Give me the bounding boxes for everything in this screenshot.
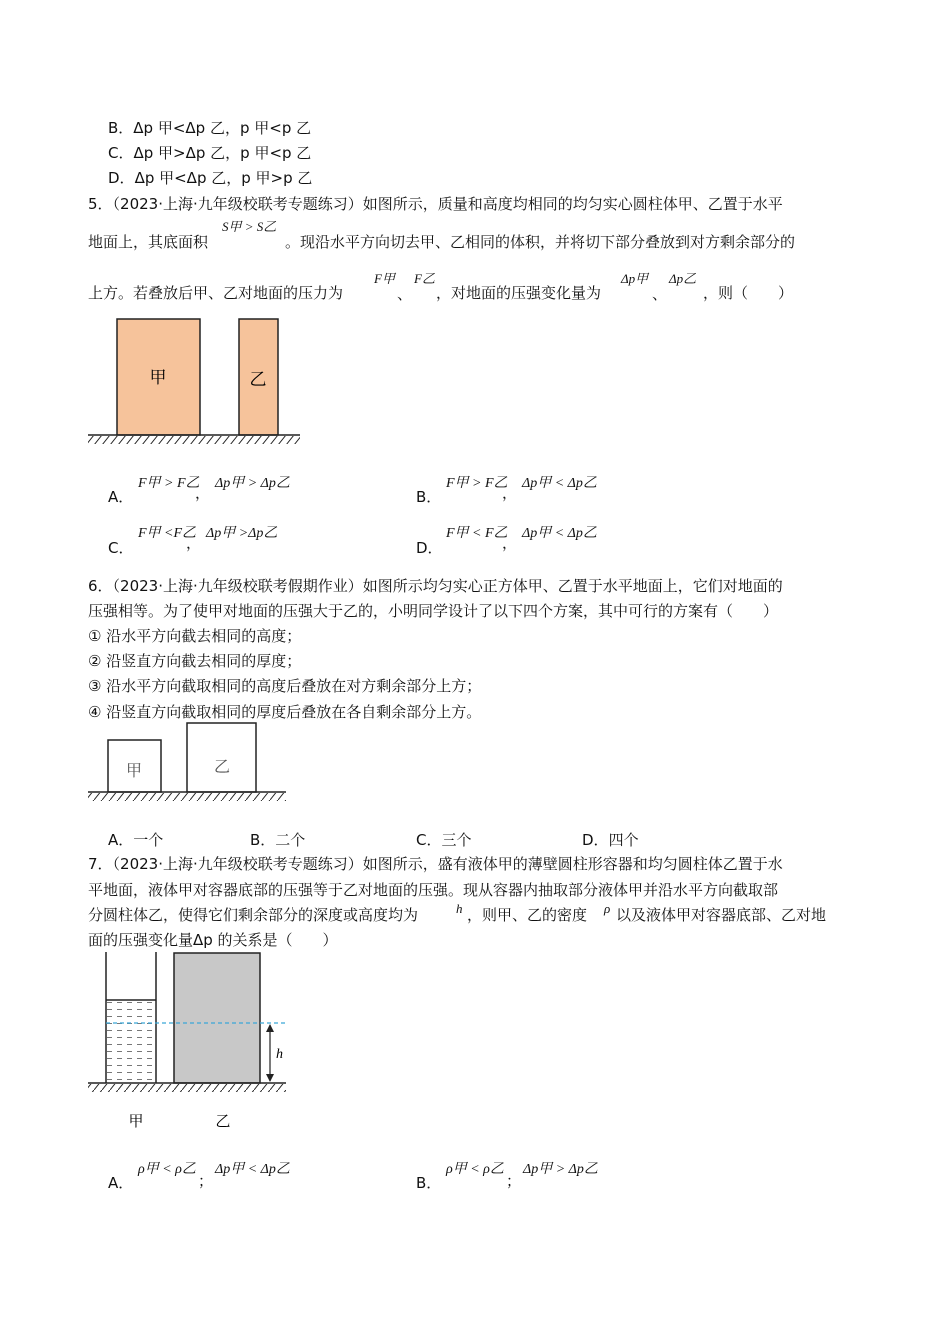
q5-option-c[interactable]: C． [108, 539, 134, 557]
q6-option-d[interactable]: D．四个 [582, 831, 639, 849]
q7-label-yi: 乙 [215, 1112, 231, 1130]
q5-option-c-f: F甲 <F乙 [138, 526, 197, 541]
q5-line1: 5．（2023·上海·九年级校联考专题练习）如图所示，质量和高度均相同的均匀实心圆柱体甲、乙置于水平 [88, 195, 783, 213]
q7-option-b[interactable]: B． [416, 1174, 442, 1192]
q7-option-a[interactable]: A． [108, 1174, 134, 1192]
q7-ground-hatch [88, 1084, 286, 1092]
q5-line3-end: ，则（ ） [703, 284, 794, 302]
q7-figure [86, 950, 291, 1132]
q6-plan-2: ② 沿竖直方向截去相同的厚度； [88, 652, 302, 670]
q5-ground-hatch [88, 436, 300, 444]
q5-option-a[interactable]: A． [108, 488, 134, 506]
q5-option-b-dp: Δp甲 < Δp乙 [522, 476, 597, 491]
q5-option-b-f: F甲 > F乙 [446, 476, 508, 491]
q5-label-jia: 甲 [149, 368, 167, 388]
q5-line3-mid: ，对地面的压强变化量为 [436, 284, 602, 302]
q5-option-d[interactable]: D． [416, 539, 443, 557]
q7-option-b-dp: Δp甲 > Δp乙 [523, 1162, 598, 1177]
q5-option-b-comma: ， [502, 484, 518, 502]
q6-plan-1: ① 沿水平方向截去相同的高度； [88, 627, 302, 645]
q6-ground-hatch [88, 793, 286, 801]
prev-option-c: C．Δp 甲>Δp 乙，p 甲<p 乙 [108, 144, 312, 162]
q5-option-c-comma: ， [186, 534, 202, 552]
q7-label-jia: 甲 [128, 1112, 144, 1130]
q7-inline-h: h [456, 901, 463, 916]
q7-option-a-semi: ； [198, 1172, 214, 1190]
q7-line2: 平地面，液体甲对容器底部的压强等于乙对地面的压强。现从容器内抽取部分液体甲并沿水平方向截取部 [88, 881, 779, 899]
q7-line4: 面的压强变化量Δp 的关系是（ ） [88, 931, 338, 949]
q6-option-a[interactable]: A．一个 [108, 831, 164, 849]
q5-option-a-dp: Δp甲 > Δp乙 [215, 476, 290, 491]
prev-option-b: B．Δp 甲<Δp 乙，p 甲<p 乙 [108, 119, 312, 137]
q7-option-b-semi: ； [506, 1172, 522, 1190]
q6-option-c[interactable]: C．三个 [416, 831, 472, 849]
q7-line3-mid: ，则甲、乙的密度 [467, 906, 588, 924]
q6-plan-3: ③ 沿水平方向截取相同的高度后叠放在对方剩余部分上方； [88, 677, 482, 695]
q7-option-a-dp: Δp甲 < Δp乙 [215, 1162, 290, 1177]
q5-option-d-f: F甲 < F乙 [446, 526, 508, 541]
q6-label-yi: 乙 [213, 757, 231, 776]
q5-sep2: 、 [652, 285, 668, 303]
q5-option-a-f: F甲 > F乙 [138, 476, 200, 491]
q6-option-b[interactable]: B．二个 [250, 831, 306, 849]
q7-option-b-rho: ρ甲 < ρ乙 [446, 1162, 504, 1177]
q5-option-d-comma: ， [502, 534, 518, 552]
prev-option-d: D．Δp 甲<Δp 乙，p 甲>p 乙 [108, 169, 313, 187]
q7-line3-end: 以及液体甲对容器底部、乙对地 [616, 906, 827, 924]
q7-label-h: h [276, 1047, 283, 1062]
q5-dp-yi: Δp乙 [669, 271, 697, 286]
q7-cylinder-yi [174, 953, 260, 1083]
q6-plan-4: ④ 沿竖直方向截取相同的厚度后叠放在各自剩余部分上方。 [88, 703, 482, 721]
q5-option-c-dp: Δp甲 >Δp乙 [206, 526, 278, 541]
q6-line2: 压强相等。为了使甲对地面的压强大于乙的，小明同学设计了以下四个方案，其中可行的方案有（ ） [88, 602, 779, 620]
q5-option-a-comma: ， [195, 484, 211, 502]
q5-force-jia: F甲 [374, 271, 395, 286]
q5-area-formula: S甲 > S乙 [222, 219, 277, 234]
q7-liquid-jia [107, 1000, 155, 1083]
q5-force-yi: F乙 [414, 271, 435, 286]
q6-figure [86, 720, 291, 802]
q6-label-jia: 甲 [125, 761, 143, 780]
q5-option-b[interactable]: B． [416, 488, 442, 506]
q7-line1: 7．（2023·上海·九年级校联考专题练习）如图所示，盛有液体甲的薄壁圆柱形容器和均匀圆柱体乙置于水 [88, 855, 783, 873]
q7-option-a-rho: ρ甲 < ρ乙 [138, 1162, 196, 1177]
q5-line2: 地面上，其底面积 [88, 233, 209, 251]
q7-line3: 分圆柱体乙，使得它们剩余部分的深度或高度均为 [88, 906, 419, 924]
q5-figure [86, 315, 306, 445]
q5-dp-jia: Δp甲 [621, 271, 649, 286]
q5-option-d-dp: Δp甲 < Δp乙 [522, 526, 597, 541]
q6-line1: 6．（2023·上海·九年级校联考假期作业）如图所示均匀实心正方体甲、乙置于水平地面上，它们对地面的 [88, 577, 783, 595]
q7-inline-rho: ρ [604, 901, 611, 916]
q5-sep1: 、 [397, 285, 413, 303]
q5-line2-rest: 。现沿水平方向切去甲、乙相同的体积，并将切下部分叠放到对方剩余部分的 [285, 233, 796, 251]
q5-line3: 上方。若叠放后甲、乙对地面的压力为 [88, 284, 344, 302]
q5-label-yi: 乙 [249, 370, 267, 390]
